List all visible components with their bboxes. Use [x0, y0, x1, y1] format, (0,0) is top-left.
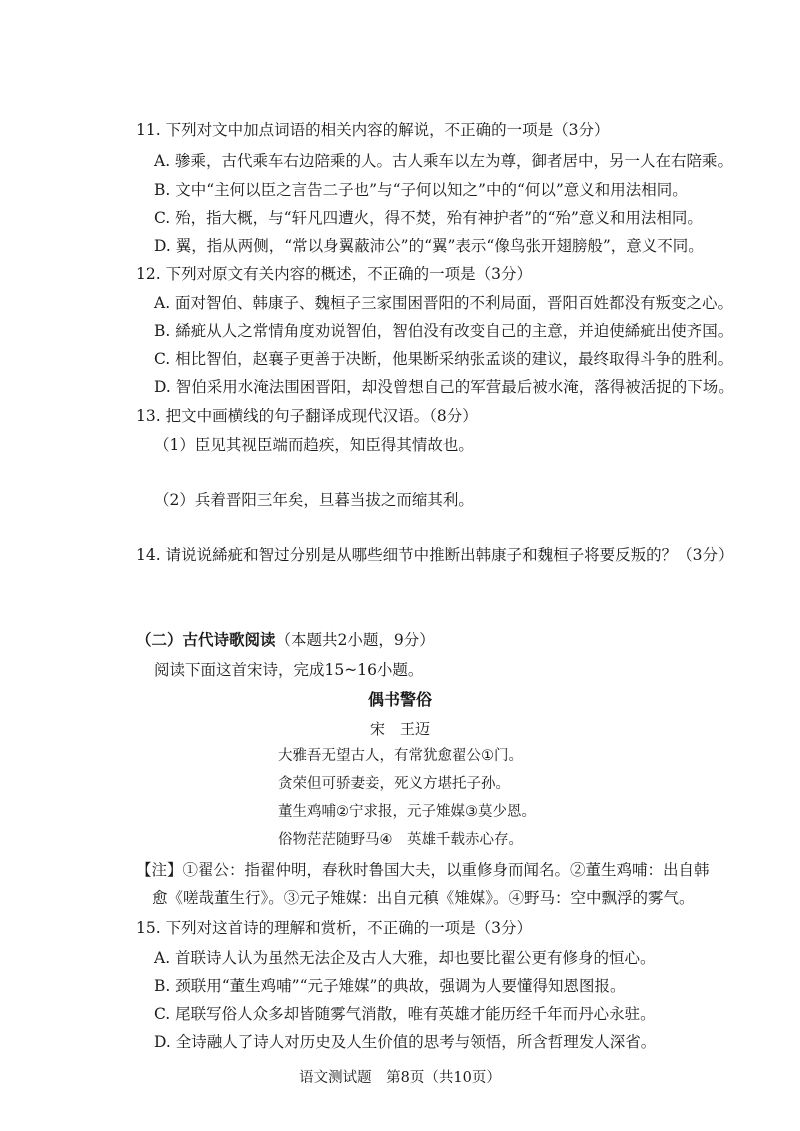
q12-option-c: C. 相比智伯，赵襄子更善于决断，他果断采纳张孟谈的建议，最终取得斗争的胜利。: [154, 350, 734, 368]
q12-option-b: B. 絺疵从人之常情角度劝说智伯，智伯没有改变自己的主意，并迫使絺疵出使齐国。: [154, 322, 734, 340]
q11-stem: 11. 下列对文中加点词语的相关内容的解说，不正确的一项是（3分）: [136, 121, 610, 139]
q12-stem: 12. 下列对原文有关内容的概述，不正确的一项是（3分）: [136, 265, 532, 283]
q13-item-2: （2）兵着晋阳三年矣，旦暮当拔之而缩其利。: [154, 491, 474, 509]
q15-option-b: B. 颈联用“董生鸡哺”“元子雉媒”的典故，强调为人要懂得知恩图报。: [154, 977, 626, 995]
poem-title: 偶书警俗: [367, 690, 432, 709]
poem-line-3: 董生鸡哺②宁求报，元子雉媒③莫少恩。: [278, 804, 536, 820]
section2-heading-bold: （二）古代诗歌阅读: [136, 630, 276, 649]
q11-option-c: C. 殆，指大概，与“轩凡四遭火，得不焚，殆有神护者”的“殆”意义和用法相同。: [154, 209, 703, 227]
poem-note-line-1: 【注】①翟公：指翟仲明，春秋时鲁国大夫，以重修身而闻名。②董生鸡哺：出自韩: [136, 861, 710, 879]
q14-stem: 14. 请说说絺疵和智过分别是从哪些细节中推断出韩康子和魏桓子将要反叛的？（3分）: [136, 546, 734, 564]
poem-author: 宋 王迈: [369, 720, 430, 738]
section2-heading: [136, 630, 435, 650]
q13-stem: 13. 把文中画横线的句子翻译成现代汉语。（8分）: [136, 407, 478, 425]
poem-line-2: 贪荣但可骄妻妾，死义方堪托子孙。: [278, 776, 510, 792]
section2-intro: 阅读下面这首宋诗，完成15~16小题。: [154, 661, 424, 679]
poem-line-1: 大雅吾无望古人，有常犹愈翟公①门。: [278, 748, 523, 764]
q11-option-d: D. 翼，指从两侧，“常以身翼蔽沛公”的“翼”表示“像鸟张开翅膀般”，意义不同。: [154, 237, 704, 255]
poem-line-4: 俗物茫茫随野马④ 英雄千载赤心存。: [278, 832, 523, 848]
poem-note-line-2: 愈《嗟哉董生行》。③元子雉媒：出自元稹《雉媒》。④野马：空中飘浮的雾气。: [152, 889, 695, 907]
q11-option-a: A. 骖乘，古代乘车右边陪乘的人。古人乘车以左为尊，御者居中，另一人在右陪乘。: [154, 152, 734, 170]
q15-option-d: D. 全诗融人了诗人对历史及人生价值的思考与领悟，所含哲理发人深省。: [154, 1033, 657, 1051]
section2-heading-rest: （本题共2小题，9分）: [275, 631, 435, 649]
q15-option-c: C. 尾联写俗人众多却皆随雾气消散，唯有英雄才能历经千年而丹心永驻。: [154, 1005, 656, 1023]
q12-option-a: A. 面对智伯、韩康子、魏桓子三家围困晋阳的不利局面，晋阳百姓都没有叛变之心。: [154, 294, 734, 312]
q15-option-a: A. 首联诗人认为虽然无法企及古人大雅，却也要比翟公更有修身的恒心。: [154, 949, 656, 967]
q15-stem: 15. 下列对这首诗的理解和赏析，不正确的一项是（3分）: [136, 919, 532, 937]
q11-option-b: B. 文中“主何以臣之言告二子也”与“子何以知之”中的“何以”意义和用法相同。: [154, 181, 688, 199]
page-footer: 语文测试题 第8页（共10页）: [299, 1070, 501, 1086]
q13-item-1: （1）臣见其视臣端而趋疾，知臣得其情故也。: [154, 436, 474, 454]
q12-option-d: D. 智伯采用水淹法围困晋阳，却没曾想自己的军营最后被水淹，落得被活捉的下场。: [154, 378, 734, 396]
